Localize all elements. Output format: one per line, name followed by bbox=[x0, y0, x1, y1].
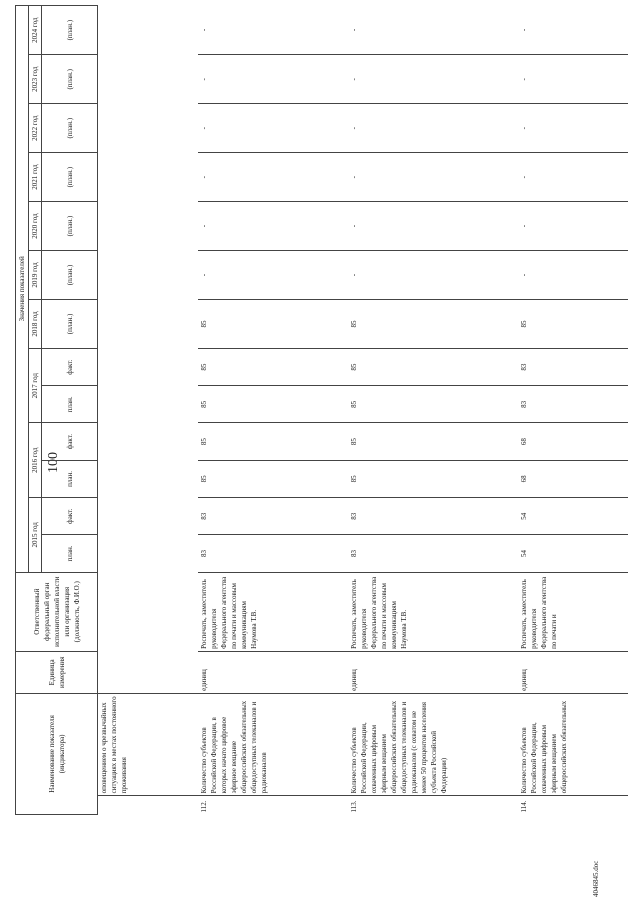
value: 85 bbox=[198, 460, 348, 497]
header-values: Значения показателей bbox=[16, 6, 29, 573]
unit: единиц bbox=[518, 651, 628, 693]
value: - bbox=[348, 6, 518, 55]
value: 83 bbox=[198, 498, 348, 535]
header-plan: (план.) bbox=[42, 153, 98, 202]
value: 85 bbox=[198, 423, 348, 460]
value-cells-empty bbox=[98, 6, 198, 573]
value: - bbox=[348, 153, 518, 202]
header-year-2015: 2015 год bbox=[29, 498, 42, 573]
value: 83 bbox=[518, 348, 628, 385]
header-plan: (план.) bbox=[42, 55, 98, 104]
indicator-name: Количество субъектов Российской Федерации, в которых начато цифровое эфирное вещание общероссийских обязательных общедоступных телеканалов и радиоканалов bbox=[198, 693, 348, 796]
value: - bbox=[198, 104, 348, 153]
unit bbox=[98, 651, 198, 693]
header-year-2021: 2021 год bbox=[29, 153, 42, 202]
value: - bbox=[198, 202, 348, 251]
indicators-table bbox=[15, 5, 628, 815]
value: - bbox=[198, 251, 348, 300]
value: - bbox=[348, 251, 518, 300]
header-plan: (план.) bbox=[42, 251, 98, 300]
value: - bbox=[348, 104, 518, 153]
indicators-table-frame bbox=[15, 5, 635, 815]
header-plan: план. bbox=[42, 386, 98, 423]
indicator-name: Количество субъектов Российской Федерации, охваченных цифровым эфирным вещанием общероссийских обязательных общедоступных телеканалов и радиоканалов (с охватом не менее 50 процентов населения субъекта Российской Федерации) bbox=[348, 693, 518, 796]
responsible: Роспечать, заместитель руководителя Федерального агентства по печати и массовым коммуникациям Наумова Т.В. bbox=[348, 572, 518, 651]
header-name: Наименование показателя (индикатора) bbox=[16, 693, 98, 814]
value: - bbox=[518, 6, 628, 55]
value: 85 bbox=[198, 386, 348, 423]
header-year-2022: 2022 год bbox=[29, 104, 42, 153]
table-row bbox=[518, 6, 628, 815]
unit: единиц bbox=[348, 651, 518, 693]
page-number: 100 bbox=[46, 452, 61, 473]
value: 85 bbox=[348, 460, 518, 497]
header-year-2023: 2023 год bbox=[29, 55, 42, 104]
table-row bbox=[98, 6, 198, 815]
table-row bbox=[198, 6, 348, 815]
value: 54 bbox=[518, 498, 628, 535]
header-year-2024: 2024 год bbox=[29, 6, 42, 55]
value: 85 bbox=[348, 386, 518, 423]
value: 83 bbox=[198, 535, 348, 572]
header-plan: (план.) bbox=[42, 104, 98, 153]
header-unit: Единица измерения bbox=[16, 651, 98, 693]
header-plan: план. bbox=[42, 460, 98, 497]
value: 85 bbox=[198, 299, 348, 348]
header-plan: (план.) bbox=[42, 299, 98, 348]
value: 54 bbox=[518, 535, 628, 572]
responsible: Роспечать, заместитель руководителя Федерального агентства по печати и bbox=[518, 572, 628, 651]
header-responsible: Ответственный федеральный орган исполнительной власти или организация (должность, Ф.И.О.) bbox=[16, 572, 98, 651]
value: 85 bbox=[348, 299, 518, 348]
indicator-name: Количество субъектов Российской Федерации, охваченных цифровым эфирным вещанием общероссийских обязательных bbox=[518, 693, 628, 796]
value: - bbox=[518, 251, 628, 300]
value: - bbox=[518, 202, 628, 251]
value: 85 bbox=[348, 348, 518, 385]
row-number: 112. bbox=[198, 796, 348, 815]
value: 85 bbox=[348, 423, 518, 460]
value: 83 bbox=[348, 535, 518, 572]
value: - bbox=[348, 55, 518, 104]
unit: единиц bbox=[198, 651, 348, 693]
value: - bbox=[518, 104, 628, 153]
header-plan: (план.) bbox=[42, 202, 98, 251]
header-plan: план. bbox=[42, 535, 98, 572]
value: 85 bbox=[518, 299, 628, 348]
responsible bbox=[98, 572, 198, 651]
value: 68 bbox=[518, 423, 628, 460]
header-plan: (план.) bbox=[42, 6, 98, 55]
value: 83 bbox=[518, 386, 628, 423]
row-number: 114. bbox=[518, 796, 628, 815]
header-year-2016: 2016 год bbox=[29, 423, 42, 498]
table-row bbox=[348, 6, 518, 815]
value: 83 bbox=[348, 498, 518, 535]
value: 68 bbox=[518, 460, 628, 497]
value: - bbox=[198, 55, 348, 104]
header-year-2017: 2017 год bbox=[29, 348, 42, 423]
header-year-2019: 2019 год bbox=[29, 251, 42, 300]
value: - bbox=[518, 153, 628, 202]
value: - bbox=[198, 6, 348, 55]
value: - bbox=[198, 153, 348, 202]
responsible: Роспечать, заместитель руководителя Федерального агентства по печати и массовым коммуникациям Наумова Т.В. bbox=[198, 572, 348, 651]
row-number: 113. bbox=[348, 796, 518, 815]
header-fact: факт. bbox=[42, 423, 98, 460]
value: - bbox=[348, 202, 518, 251]
value: - bbox=[518, 55, 628, 104]
header-year-2020: 2020 год bbox=[29, 202, 42, 251]
file-name: 4046845.doc bbox=[592, 860, 600, 897]
header-year-2018: 2018 год bbox=[29, 299, 42, 348]
header-fact: факт. bbox=[42, 348, 98, 385]
header-fact: факт. bbox=[42, 498, 98, 535]
value: 85 bbox=[198, 348, 348, 385]
row-number bbox=[98, 796, 198, 815]
indicator-name: оповещением о чрезвычайных ситуациях в местах постоянного проживания bbox=[98, 693, 198, 796]
